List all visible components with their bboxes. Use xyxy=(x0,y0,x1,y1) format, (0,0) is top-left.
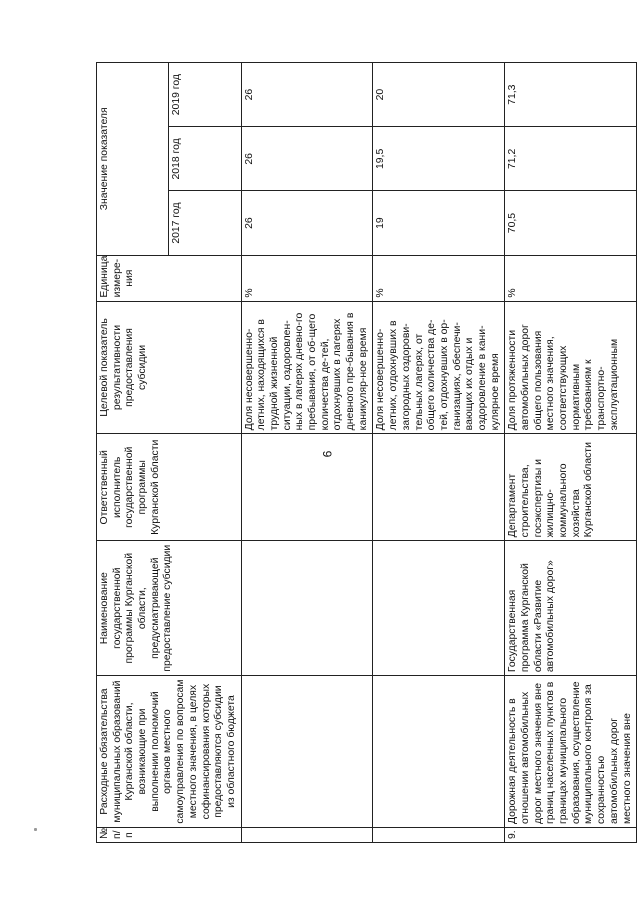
expense-cell: Дорожная деятельность в отношении автомобильных дорог местного значения вне границ населенных пунктов в границах муниципального образования, осуществление муниципального контроля за сохранностью автомобильных дорог местного значения вне xyxy=(505,676,637,828)
value-2019: 26 xyxy=(241,63,373,127)
value-2017: 19 xyxy=(373,191,505,255)
rotated-page xyxy=(96,62,633,843)
value-2017: 70,5 xyxy=(505,191,637,255)
program-cell xyxy=(241,541,373,676)
responsible-cell xyxy=(373,434,505,541)
header-target-indicator: Целевой показатель результативности предоставления субсидии xyxy=(97,301,242,434)
header-responsible-executor: Ответственный исполнитель государственной программы Курганской области xyxy=(97,434,242,541)
header-unit: Единица измере-ния xyxy=(97,255,242,301)
header-expense-obligations: Расходные обязательства муниципальных образований Курганской области, возникающие при выполнении полномочий органов местного самоуправления по вопросам местного значения, в целях софинансирования которых предоставляются субсидии из областного бюджета xyxy=(97,676,242,828)
value-2019: 71,3 xyxy=(505,63,637,127)
row-number: 9. xyxy=(505,828,637,843)
unit-cell: % xyxy=(505,255,637,301)
expense-cell xyxy=(241,676,373,828)
scan-speck xyxy=(34,828,37,831)
expense-cell xyxy=(373,676,505,828)
program-cell: Государственная программа Курганской области «Развитие автомобильных дорог» xyxy=(505,541,637,676)
target-indicator-cell: Доля несовершенно-летних, находящихся в трудной жизненной ситуации, оздоровлен-ных в лагерях дневно-го пребывания, от об-щего количества де-тей, отдохнувших в лагерях дневного пре-бывания в каникуляр-ное время xyxy=(241,301,373,434)
table-row xyxy=(505,63,637,843)
unit-cell: % xyxy=(241,255,373,301)
unit-cell: % xyxy=(373,255,505,301)
row-number xyxy=(241,828,373,843)
responsible-cell: Департамент строительства, госэкспертизы и жилищно-коммунального хозяйства Курганской области xyxy=(505,434,637,541)
header-year-2018: 2018 год xyxy=(169,127,241,191)
page-number: 9 xyxy=(320,450,334,458)
value-2017: 26 xyxy=(241,191,373,255)
subsidy-indicators-table xyxy=(96,62,637,843)
table-row xyxy=(373,63,505,843)
table-row xyxy=(241,63,373,843)
target-indicator-cell: Доля несовершенно-летних, отдохнувших в загородных оздорови-тельных лагерях, от общего количества де-тей, отдохнувших в ор-ганизациях, обеспечи-вающих их отдых и оздоровление в кани-кулярное время xyxy=(373,301,505,434)
value-2018: 26 xyxy=(241,127,373,191)
header-number: № п/п xyxy=(97,828,242,843)
header-indicator-values: Значение показателя xyxy=(97,63,169,256)
responsible-cell xyxy=(241,434,373,541)
header-year-2017: 2017 год xyxy=(169,191,241,255)
program-cell xyxy=(373,541,505,676)
value-2019: 20 xyxy=(373,63,505,127)
value-2018: 71,2 xyxy=(505,127,637,191)
value-2018: 19,5 xyxy=(373,127,505,191)
header-year-2019: 2019 год xyxy=(169,63,241,127)
target-indicator-cell: Доля протяженности автомобильных дорог общего пользования местного значения, соответствующих нормативным требованиям к транспортно-эксплуатационным xyxy=(505,301,637,434)
row-number xyxy=(373,828,505,843)
header-program-name: Наименование государственной программы Курганской области, предусматривающей предоставление субсидии xyxy=(97,541,242,676)
